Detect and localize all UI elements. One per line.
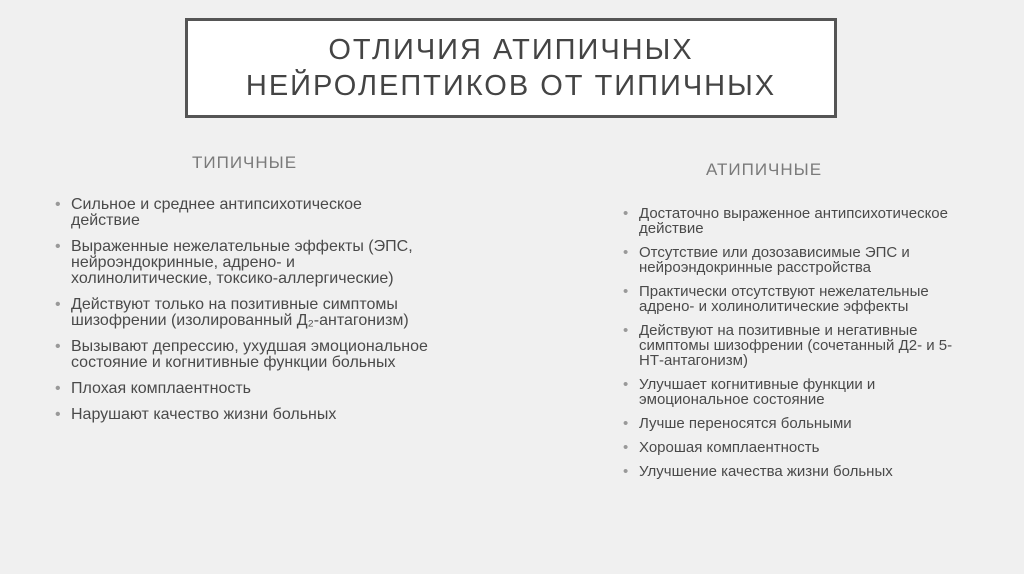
list-item-text: Достаточно выраженное антипсихотическое действие bbox=[639, 205, 948, 237]
bullet-icon: • bbox=[55, 296, 61, 313]
list-item bbox=[623, 377, 973, 407]
list-item-text: Плохая комплаентность bbox=[71, 380, 251, 397]
bullet-icon: • bbox=[623, 439, 629, 456]
list-item bbox=[55, 381, 435, 397]
bullet-icon: • bbox=[55, 196, 61, 213]
list-item-text: Хорошая комплаентность bbox=[639, 439, 820, 456]
list-item-text: Сильное и среднее антипсихотическое действие bbox=[71, 196, 362, 229]
bullet-icon: • bbox=[623, 205, 629, 222]
list-item bbox=[623, 464, 973, 479]
bullet-icon: • bbox=[623, 244, 629, 261]
list-item bbox=[55, 297, 435, 329]
list-item bbox=[623, 284, 973, 314]
list-item bbox=[623, 440, 973, 455]
bullet-icon: • bbox=[623, 283, 629, 300]
list-item-text: Действуют только на позитивные симптомы шизофрении (изолированный Д₂-антагонизм) bbox=[71, 296, 409, 329]
bullet-icon: • bbox=[623, 376, 629, 393]
atypical-list bbox=[623, 206, 973, 488]
title-box bbox=[185, 18, 837, 118]
list-item bbox=[623, 323, 973, 368]
list-item bbox=[623, 206, 973, 236]
list-item-text: Улучшение качества жизни больных bbox=[639, 463, 893, 480]
title-line-2: НЕЙРОЛЕПТИКОВ ОТ ТИПИЧНЫХ bbox=[245, 70, 777, 102]
typical-list bbox=[55, 197, 435, 433]
list-item bbox=[623, 245, 973, 275]
bullet-icon: • bbox=[623, 463, 629, 480]
bullet-icon: • bbox=[55, 338, 61, 355]
list-item-text: Лучше переносятся больными bbox=[639, 415, 852, 432]
list-item-text: Нарушают качество жизни больных bbox=[71, 406, 337, 423]
list-item bbox=[55, 339, 435, 371]
list-item-text: Вызывают депрессию, ухудшая эмоциональное состояние и когнитивные функции больных bbox=[71, 338, 428, 371]
title-line-1: ОТЛИЧИЯ АТИПИЧНЫХ bbox=[328, 34, 694, 66]
atypical-heading: АТИПИЧНЫЕ bbox=[706, 160, 823, 179]
bullet-icon: • bbox=[55, 238, 61, 255]
bullet-icon: • bbox=[623, 322, 629, 339]
list-item bbox=[55, 407, 435, 423]
bullet-icon: • bbox=[623, 415, 629, 432]
list-item-text: Действуют на позитивные и негативные симптомы шизофрении (сочетанный Д2- и 5-НТ-антагонизм) bbox=[639, 322, 953, 369]
list-item-text: Отсутствие или дозозависимые ЭПС и нейроэндокринные расстройства bbox=[639, 244, 910, 276]
list-item-text: Выраженные нежелательные эффекты (ЭПС, нейроэндокринные, адрено- и холинолитические, токсико-аллергические) bbox=[71, 238, 413, 287]
bullet-icon: • bbox=[55, 380, 61, 397]
list-item bbox=[55, 239, 435, 287]
list-item bbox=[55, 197, 435, 229]
list-item-text: Практически отсутствуют нежелательные адрено- и холинолитические эффекты bbox=[639, 283, 929, 315]
bullet-icon: • bbox=[55, 406, 61, 423]
typical-heading: ТИПИЧНЫЕ bbox=[192, 153, 298, 172]
list-item-text: Улучшает когнитивные функции и эмоциональное состояние bbox=[639, 376, 876, 408]
list-item bbox=[623, 416, 973, 431]
